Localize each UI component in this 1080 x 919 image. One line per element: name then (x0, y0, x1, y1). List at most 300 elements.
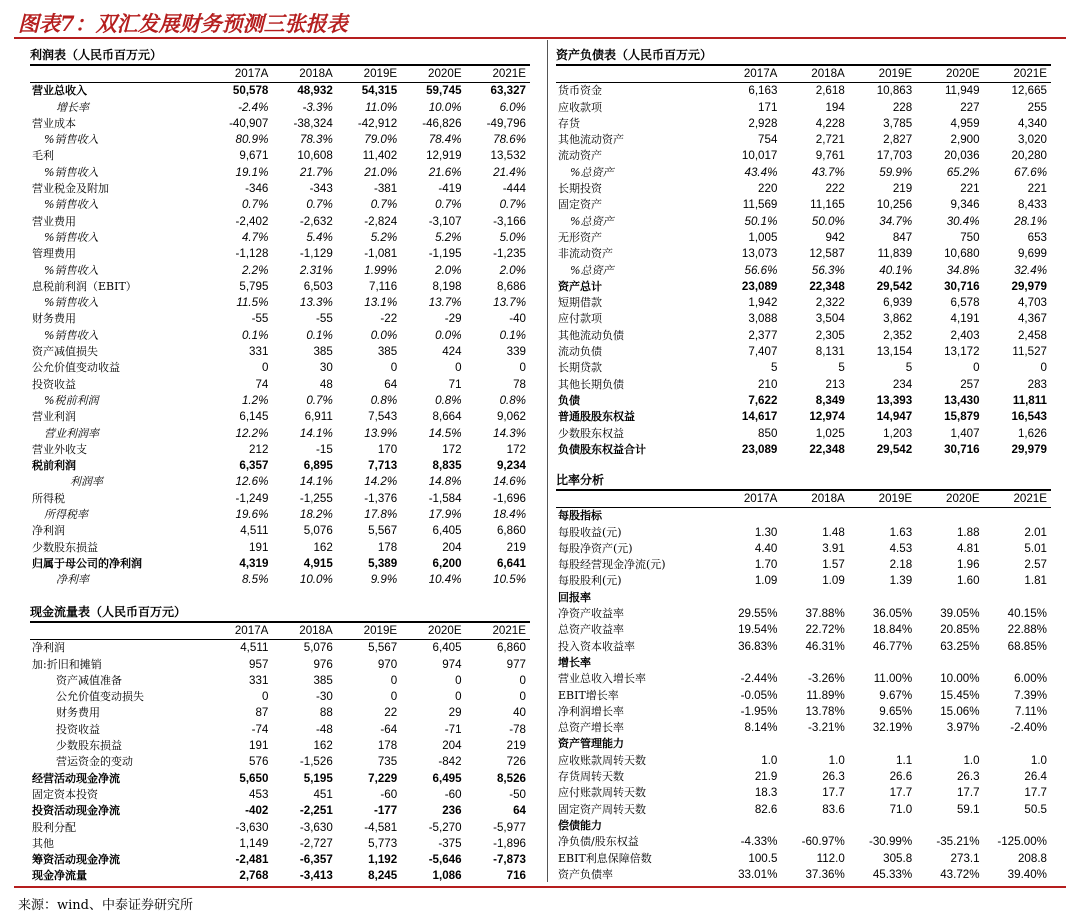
value-cell (916, 508, 983, 525)
value-cell (984, 508, 1051, 525)
value-cell (849, 736, 916, 752)
column-divider (547, 40, 548, 882)
value-cell: 11,811 (1012, 393, 1047, 407)
value-cell: 6,357 (239, 459, 269, 473)
value-cell: 2,928 (748, 116, 778, 130)
value-cell: 1.70 (754, 558, 778, 572)
row-label: 营业外收支 (32, 442, 87, 456)
value-cell: 8.14% (744, 721, 778, 735)
value-cell: 0.7% (499, 198, 526, 212)
table-row (556, 181, 1051, 197)
value-cell: 12,665 (984, 83, 1051, 100)
value-cell: 56.3% (811, 263, 845, 277)
value-cell: -60 (444, 787, 462, 801)
value-cell: 0.7% (435, 198, 462, 212)
table-row (556, 409, 1051, 425)
value-cell: 9,234 (496, 459, 526, 473)
year-header: 2020E (946, 67, 980, 80)
row-label: 总资产收益率 (558, 623, 624, 637)
value-cell: 100.5 (748, 851, 778, 865)
value-cell: -1,584 (428, 491, 462, 505)
value-cell: 4.81 (956, 541, 980, 555)
value-cell: -1,696 (493, 491, 526, 505)
value-cell: 7,116 (369, 279, 398, 293)
value-cell: 6,895 (303, 459, 333, 473)
value-cell: -40 (509, 312, 526, 326)
value-cell: 39.40% (1007, 867, 1047, 881)
table-row (30, 100, 530, 116)
year-header: 2019E (849, 491, 916, 508)
value-cell (849, 818, 916, 834)
value-cell: 6,145 (239, 410, 269, 424)
value-cell: 331 (249, 345, 269, 359)
value-cell: 0 (455, 361, 462, 375)
value-cell: 12,919 (426, 149, 462, 163)
row-label: 财务费用 (32, 312, 76, 326)
value-cell: 21.6% (428, 165, 462, 179)
value-cell: 18.4% (493, 508, 526, 522)
value-cell: 4,367 (1017, 312, 1047, 326)
value-cell (781, 818, 848, 834)
value-cell: -1,195 (428, 247, 462, 261)
value-cell: 234 (892, 377, 913, 391)
value-cell: 15.45% (940, 688, 980, 702)
row-label: 回报率 (558, 590, 591, 604)
row-label: 固定资本投资 (32, 787, 98, 801)
value-cell: 63.25% (940, 639, 980, 653)
value-cell: 14.8% (428, 475, 462, 489)
value-cell: -2,727 (299, 836, 333, 850)
value-cell: 162 (313, 540, 333, 554)
value-cell: 0 (390, 690, 398, 704)
row-label: 其他 (32, 836, 54, 850)
row-label: 少数股东损益 (56, 739, 122, 753)
value-cell: 8,198 (432, 279, 462, 293)
value-cell: -35.21% (936, 835, 980, 849)
value-cell: 10,680 (944, 247, 980, 261)
value-cell: 20,036 (944, 149, 980, 163)
value-cell: 12.2% (235, 426, 269, 440)
value-cell: 40 (513, 706, 526, 720)
value-cell: -55 (316, 312, 333, 326)
value-cell: 14.6% (493, 475, 526, 489)
value-cell: 0.8% (499, 393, 526, 407)
value-cell: 5,773 (368, 836, 398, 850)
value-cell: 11.89% (806, 688, 845, 702)
value-cell: 17.7 (956, 786, 980, 800)
value-cell: 4,228 (815, 116, 845, 130)
value-cell: 50.1% (744, 214, 778, 228)
year-header: 2020E (916, 491, 983, 508)
value-cell: 385 (313, 345, 333, 359)
value-cell: 453 (249, 787, 269, 801)
table-row (556, 279, 1051, 295)
row-label: 应收款项 (558, 100, 602, 114)
value-cell: -7,873 (493, 853, 526, 867)
value-cell: 13,154 (876, 345, 913, 359)
value-cell: 1.0 (963, 753, 980, 767)
value-cell: 78.3% (299, 133, 333, 147)
value-cell: 4,191 (950, 312, 980, 326)
row-label: 公允价值变动收益 (32, 361, 120, 375)
value-cell: 6.00% (1014, 672, 1047, 686)
row-label: 长期贷款 (558, 361, 602, 375)
value-cell: 64 (384, 377, 398, 391)
value-cell: 78 (513, 377, 526, 391)
value-cell: 1.09 (822, 574, 845, 588)
cashflow-statement-panel (30, 604, 530, 885)
value-cell: 30,716 (944, 442, 980, 456)
value-cell: -3.26% (808, 672, 845, 686)
table-row (556, 785, 1051, 801)
value-cell: 0.1% (499, 328, 526, 342)
value-cell: 4,959 (950, 116, 980, 130)
value-cell: 26.3 (956, 770, 980, 784)
table-row (556, 769, 1051, 785)
value-cell: 1.88 (956, 525, 980, 539)
value-cell: 257 (960, 377, 980, 391)
table-row (30, 165, 530, 181)
value-cell: 3,088 (748, 312, 778, 326)
value-cell: -3,630 (235, 820, 269, 834)
value-cell (984, 655, 1051, 671)
value-cell: 2.0% (435, 263, 462, 277)
value-cell (714, 736, 781, 752)
year-header: 2021E (466, 66, 530, 83)
value-cell (781, 736, 848, 752)
value-cell (849, 590, 916, 606)
balance-sheet-table (556, 66, 1051, 458)
value-cell: 13,430 (944, 393, 980, 407)
value-cell (714, 655, 781, 671)
value-cell: 5,795 (239, 279, 269, 293)
table-row (556, 360, 1051, 376)
row-label: 增长率 (558, 655, 591, 669)
value-cell: -4.33% (740, 835, 778, 849)
value-cell: 5 (770, 361, 778, 375)
value-cell: 6,641 (496, 556, 526, 570)
table-row (556, 132, 1051, 148)
value-cell: 19.6% (235, 508, 269, 522)
value-cell: 2,768 (239, 869, 269, 883)
value-cell: 87 (255, 706, 269, 720)
value-cell: -2.40% (1010, 721, 1047, 735)
value-cell: 11,165 (810, 198, 845, 212)
value-cell: -71 (444, 722, 462, 736)
value-cell: 1,942 (748, 296, 778, 310)
table-row (556, 704, 1051, 720)
table-row (556, 393, 1051, 409)
value-cell: 4,511 (240, 641, 269, 655)
value-cell (916, 655, 983, 671)
row-label: 财务费用 (56, 706, 100, 720)
value-cell: 0.7% (370, 198, 398, 212)
value-cell: 8,433 (1017, 198, 1047, 212)
value-cell: -5,270 (428, 820, 462, 834)
value-cell: 1,005 (748, 230, 778, 244)
value-cell: 2,900 (950, 133, 980, 147)
section-header-row (556, 818, 1051, 834)
value-cell: 221 (1027, 182, 1047, 196)
table-row (556, 442, 1051, 458)
value-cell: 46.31% (805, 639, 845, 653)
value-cell: 30.4% (946, 214, 980, 228)
value-cell: 1.30 (754, 525, 778, 539)
value-cell: 78.4% (428, 133, 462, 147)
row-label: 净负债/股东权益 (558, 835, 639, 849)
value-cell: 33.01% (738, 867, 778, 881)
value-cell: 17.8% (364, 508, 398, 522)
value-cell: 1.57 (822, 558, 845, 572)
value-cell: 7,622 (748, 393, 778, 407)
value-cell: 178 (377, 739, 398, 753)
value-cell: -78 (509, 722, 526, 736)
value-cell: 29,979 (1011, 279, 1047, 293)
table-row (30, 328, 530, 344)
value-cell: 40.1% (879, 263, 913, 277)
row-label: 经营活动现金净流 (32, 771, 120, 785)
value-cell: -30.99% (868, 835, 913, 849)
value-cell: 3.97% (946, 721, 980, 735)
row-label: 负债 (558, 393, 580, 407)
table-row (556, 753, 1051, 769)
balance-sheet-panel (556, 47, 1051, 458)
value-cell: 18.84% (872, 623, 913, 637)
value-cell: 385 (377, 345, 398, 359)
value-cell: 255 (1027, 100, 1047, 114)
value-cell: -3,630 (299, 820, 333, 834)
value-cell: 5.2% (370, 230, 398, 244)
table-row (30, 148, 530, 164)
value-cell: 9.67% (879, 688, 913, 702)
table-row (556, 541, 1051, 557)
value-cell: 1.0 (761, 753, 778, 767)
value-cell: 0 (261, 361, 269, 375)
row-label: 营运资金的变动 (56, 755, 133, 769)
table-row (30, 181, 530, 197)
year-header: 2018A (811, 67, 845, 80)
value-cell: 977 (506, 657, 526, 671)
value-cell: 11,949 (916, 83, 983, 100)
row-label: 税前利润 (32, 459, 76, 473)
table-row (30, 132, 530, 148)
value-cell: 80.9% (235, 133, 269, 147)
row-label: 其他流动资产 (558, 133, 624, 147)
value-cell: 5,567 (368, 524, 398, 538)
value-cell: 1,407 (950, 426, 980, 440)
income-statement-title: 利润表（人民币百万元） (30, 47, 530, 66)
value-cell: 36.83% (738, 639, 778, 653)
row-label: 存货 (558, 116, 580, 130)
value-cell: 13.9% (364, 426, 398, 440)
value-cell: 4,703 (1017, 296, 1047, 310)
value-cell: 15.06% (940, 704, 980, 718)
value-cell: 6,405 (432, 641, 462, 655)
value-cell: 71 (448, 377, 462, 391)
value-cell: 3,862 (883, 312, 913, 326)
row-label: %税前利润 (44, 393, 99, 407)
value-cell: 28.1% (1014, 214, 1047, 228)
row-label: 总资产增长率 (558, 721, 624, 735)
value-cell: 14,947 (876, 410, 913, 424)
value-cell: 10.0% (299, 573, 333, 587)
value-cell: 6,495 (432, 771, 462, 785)
value-cell: 45.33% (872, 867, 913, 881)
value-cell: 170 (377, 442, 398, 456)
value-cell: 63,327 (490, 84, 526, 98)
value-cell: 0 (519, 690, 526, 704)
value-cell: -2,824 (364, 214, 398, 228)
value-cell: 7,543 (368, 410, 398, 424)
row-label: 筹资活动现金净流 (32, 853, 120, 867)
year-header: 2021E (1013, 67, 1047, 80)
value-cell (714, 590, 781, 606)
value-cell: 9,699 (1017, 247, 1047, 261)
row-label: 其他流动负债 (558, 328, 624, 342)
table-row (30, 738, 530, 754)
value-cell: -60.97% (801, 835, 845, 849)
value-cell: 1,086 (432, 869, 462, 883)
value-cell: 8,664 (432, 410, 462, 424)
value-cell: -1,376 (364, 491, 398, 505)
value-cell: 8,835 (432, 459, 462, 473)
value-cell: 10.0% (428, 100, 462, 114)
value-cell: 4,340 (1017, 116, 1047, 130)
value-cell: 5,076 (303, 524, 333, 538)
row-label: 营业利润 (32, 410, 76, 424)
value-cell: 0 (455, 673, 462, 687)
table-row (30, 279, 530, 295)
section-header-row (556, 736, 1051, 752)
table-row (30, 458, 530, 474)
row-label: 存货周转天数 (558, 770, 624, 784)
value-cell: -419 (438, 182, 462, 196)
row-label: 股利分配 (32, 820, 76, 834)
value-cell: -444 (502, 182, 526, 196)
value-cell: 957 (249, 657, 269, 671)
value-cell: -2,481 (235, 853, 269, 867)
table-row (30, 689, 530, 705)
value-cell: 1.1 (896, 753, 913, 767)
value-cell: -48 (316, 722, 333, 736)
value-cell: 43.4% (744, 165, 778, 179)
value-cell: 7,713 (368, 459, 398, 473)
table-row (556, 214, 1051, 230)
table-row (30, 197, 530, 213)
value-cell: -46,826 (422, 116, 462, 130)
value-cell: 20.85% (940, 623, 980, 637)
year-header: 2017A (743, 67, 778, 80)
row-label: 营业费用 (32, 214, 76, 228)
value-cell: 14.5% (428, 426, 462, 440)
value-cell: -1,128 (235, 247, 269, 261)
value-cell: 6,163 (714, 83, 781, 100)
value-cell: 74 (255, 377, 269, 391)
value-cell: 0 (1040, 361, 1047, 375)
row-label: 投入资本收益率 (558, 639, 635, 653)
value-cell: -177 (373, 804, 398, 818)
value-cell: 9,346 (950, 198, 980, 212)
value-cell: -125.00% (997, 835, 1047, 849)
value-cell: 22.72% (805, 623, 845, 637)
value-cell: 15,879 (944, 410, 980, 424)
value-cell: 424 (442, 345, 462, 359)
table-row (556, 622, 1051, 638)
value-cell: -1,081 (364, 247, 398, 261)
row-label: %销售收入 (44, 165, 99, 179)
cashflow-statement-title: 现金流量表（人民币百万元） (30, 604, 530, 623)
value-cell: 14.1% (299, 475, 333, 489)
table-row (556, 525, 1051, 541)
row-label: 资产减值损失 (32, 345, 98, 359)
value-cell: 22,348 (809, 442, 845, 456)
value-cell: 162 (313, 739, 333, 753)
value-cell (849, 655, 916, 671)
value-cell: 17.7 (1024, 786, 1047, 800)
value-cell: 273.1 (950, 851, 980, 865)
value-cell: 5,650 (239, 771, 269, 785)
value-cell: 976 (313, 657, 333, 671)
header-label-cell (556, 66, 714, 83)
row-label: %销售收入 (44, 133, 99, 147)
table-row (30, 868, 530, 884)
value-cell: 16,543 (1011, 410, 1047, 424)
value-cell: 37.36% (805, 867, 845, 881)
table-row (30, 803, 530, 819)
value-cell: 29,542 (876, 279, 913, 293)
row-label: %销售收入 (44, 263, 99, 277)
value-cell: 37.88% (805, 607, 845, 621)
value-cell: 50.5 (1024, 802, 1047, 816)
table-row (556, 116, 1051, 132)
section-header-row (556, 655, 1051, 671)
value-cell: 59.1 (956, 802, 980, 816)
table-row (556, 148, 1051, 164)
row-label: 增长率 (56, 100, 89, 114)
value-cell (781, 508, 848, 525)
value-cell: -2,402 (235, 214, 269, 228)
value-cell (984, 818, 1051, 834)
value-cell: 5.0% (499, 230, 526, 244)
value-cell: 12.6% (235, 475, 269, 489)
value-cell: 3,020 (1017, 133, 1047, 147)
value-cell: 1.0 (828, 753, 845, 767)
value-cell: 974 (442, 657, 462, 671)
value-cell: 331 (249, 673, 269, 687)
value-cell: 29,542 (876, 442, 913, 456)
value-cell: -15 (316, 442, 333, 456)
row-label: 所得税 (32, 491, 65, 505)
value-cell: 1.99% (364, 263, 398, 277)
value-cell: 850 (758, 426, 778, 440)
value-cell: 2,305 (815, 328, 845, 342)
value-cell: 0.1% (241, 328, 269, 342)
year-header: 2018A (272, 623, 336, 640)
value-cell: 385 (313, 673, 333, 687)
table-row (30, 705, 530, 721)
row-label: 流动资产 (558, 149, 602, 163)
value-cell: 2,618 (781, 83, 848, 100)
value-cell: 5.4% (306, 230, 333, 244)
value-cell: 9,062 (496, 410, 526, 424)
row-label: 管理费用 (32, 247, 76, 261)
row-label: 投资收益 (32, 377, 76, 391)
value-cell: 2,322 (815, 296, 845, 310)
table-row (30, 572, 530, 588)
value-cell: 59,745 (426, 84, 462, 98)
value-cell: -29 (444, 312, 462, 326)
value-cell: 227 (960, 100, 980, 114)
